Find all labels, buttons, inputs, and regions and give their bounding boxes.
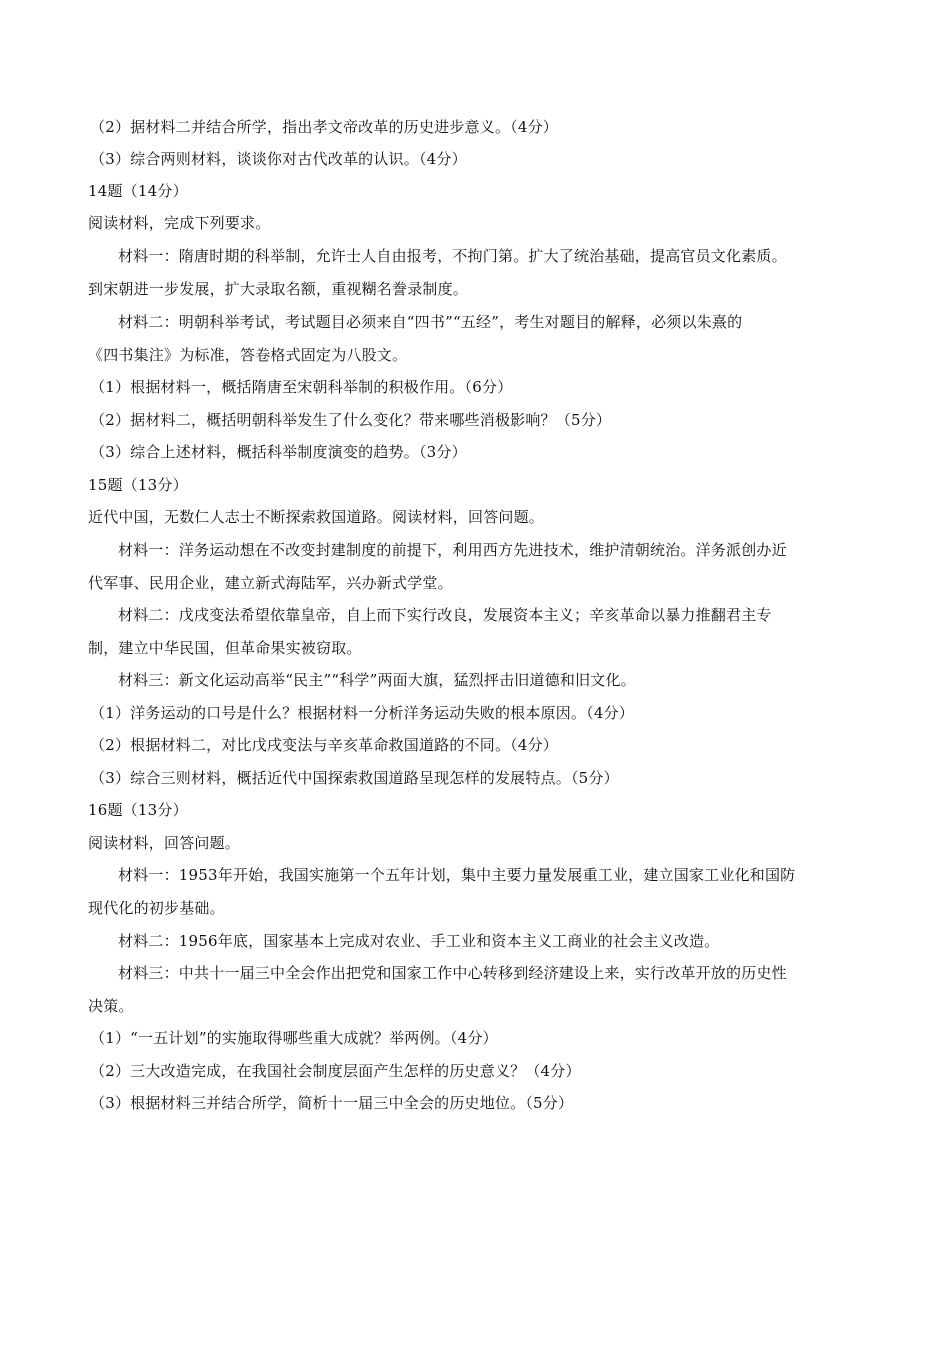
- question-15-instruction: 近代中国，无数仁人志士不断探索救国道路。阅读材料，回答问题。: [88, 508, 545, 526]
- q15-material-2-cont: 制，建立中华民国，但革命果实被窃取。: [88, 639, 362, 657]
- question-14-instruction: 阅读材料，完成下列要求。: [88, 214, 271, 232]
- q15-material-1: 材料一：洋务运动想在不改变封建制度的前提下，利用西方先进技术，维护清朝统治。洋务派创办近: [118, 541, 787, 559]
- q14-material-1: 材料一：隋唐时期的科举制，允许士人自由报考，不拘门第。扩大了统治基础，提高官员文化素质。: [118, 247, 787, 265]
- question-14-part-1: （1）根据材料一，概括隋唐至宋朝科举制的积极作用。（6分）: [90, 378, 513, 396]
- question-14-heading: 14题（14分）: [88, 182, 188, 200]
- question-13-part-3: （3）综合两则材料，谈谈你对古代改革的认识。（4分）: [90, 150, 467, 168]
- question-16-part-2: （2）三大改造完成，在我国社会制度层面产生怎样的历史意义？（4分）: [90, 1062, 581, 1080]
- q14-material-2: 材料二：明朝科举考试，考试题目必须来自“四书”“五经”，考生对题目的解释，必须以朱熹的: [118, 313, 743, 331]
- q15-material-2: 材料二：戊戌变法希望依靠皇帝，自上而下实行改良，发展资本主义；辛亥革命以暴力推翻君主专: [118, 606, 772, 624]
- question-15-heading: 15题（13分）: [88, 476, 188, 494]
- question-15-part-3: （3）综合三则材料，概括近代中国探索救国道路呈现怎样的发展特点。（5分）: [90, 769, 619, 787]
- q16-material-1-cont: 现代化的初步基础。: [88, 899, 225, 917]
- question-16-instruction: 阅读材料，回答问题。: [88, 834, 241, 852]
- question-15-part-2: （2）根据材料二，对比戊戌变法与辛亥革命救国道路的不同。（4分）: [90, 736, 558, 754]
- q15-material-3: 材料三：新文化运动高举“民主”“科学”两面大旗，猛烈抨击旧道德和旧文化。: [118, 671, 636, 689]
- question-16-part-3: （3）根据材料三并结合所学，简析十一届三中全会的历史地位。（5分）: [90, 1094, 574, 1112]
- question-13-part-2: （2）据材料二并结合所学，指出孝文帝改革的历史进步意义。（4分）: [90, 118, 558, 136]
- q14-material-2-cont: 《四书集注》为标准，答卷格式固定为八股文。: [88, 346, 408, 364]
- q16-material-3-cont: 决策。: [88, 997, 134, 1015]
- q14-material-1-cont: 到宋朝进一步发展，扩大录取名额，重视糊名誊录制度。: [88, 280, 469, 298]
- q16-material-2: 材料二：1956年底，国家基本上完成对农业、手工业和资本主义工商业的社会主义改造。: [118, 932, 720, 950]
- question-16-heading: 16题（13分）: [88, 801, 188, 819]
- question-15-part-1: （1）洋务运动的口号是什么？根据材料一分析洋务运动失败的根本原因。（4分）: [90, 704, 634, 722]
- q16-material-1: 材料一：1953年开始，我国实施第一个五年计划，集中主要力量发展重工业，建立国家工业化和国防: [118, 866, 796, 884]
- q15-material-1-cont: 代军事、民用企业，建立新式海陆军，兴办新式学堂。: [88, 574, 453, 592]
- question-14-part-3: （3）综合上述材料，概括科举制度演变的趋势。（3分）: [90, 443, 467, 461]
- q16-material-3: 材料三：中共十一届三中全会作出把党和国家工作中心转移到经济建设上来，实行改革开放的历史性: [118, 964, 787, 982]
- question-16-part-1: （1）“一五计划”的实施取得哪些重大成就？举两例。（4分）: [90, 1029, 498, 1047]
- question-14-part-2: （2）据材料二，概括明朝科举发生了什么变化？带来哪些消极影响？（5分）: [90, 411, 612, 429]
